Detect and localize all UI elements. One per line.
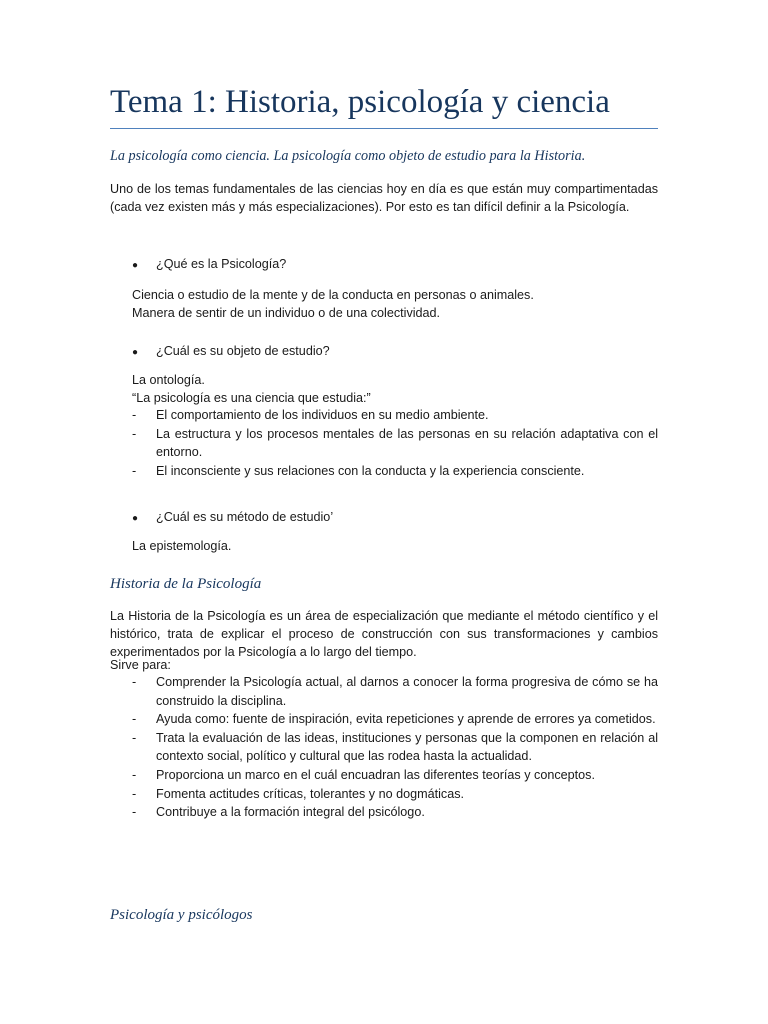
- history-heading: Historia de la Psicología: [110, 576, 262, 592]
- history-paragraph: La Historia de la Psicología es un área de especialización que mediante el método científico y el histórico, trata de explicar el proceso de construcción con sus transformaciones y cambios experimentados por la Psicología a lo largo del tiempo.: [110, 609, 658, 659]
- dash-icon: -: [132, 675, 137, 689]
- list-item: - Ayuda como: fuente de inspiración, evita repeticiones y aprende de errores ya cometidos.: [132, 710, 658, 729]
- answer-line: Manera de sentir de un individuo o de una colectividad.: [132, 306, 441, 320]
- dash-icon: -: [132, 712, 137, 727]
- answer-method: [132, 537, 658, 555]
- answer-line: “La psicología es una ciencia que estudia:”: [132, 391, 371, 405]
- question-object: [132, 342, 330, 362]
- list-item: - Fomenta actitudes críticas, tolerantes y no dogmáticas.: [132, 785, 658, 804]
- dash-icon: -: [132, 805, 137, 820]
- dash-icon: -: [132, 730, 137, 745]
- bullet-icon: ●: [132, 513, 139, 524]
- psychology-psychologists-heading: Psicología y psicólogos: [110, 907, 253, 923]
- answer-line: Ciencia o estudio de la mente y de la conducta en personas o animales.: [132, 288, 534, 302]
- list-item: - Contribuye a la formación integral del psicólogo.: [132, 803, 658, 822]
- answer-what-is: [132, 286, 658, 322]
- bullet-icon: ●: [132, 347, 139, 358]
- answer-object: [132, 371, 658, 407]
- section-subtitle: La psicología como ciencia. La psicología como objeto de estudio para la Historia.: [110, 148, 586, 164]
- answer-line: La epistemología.: [132, 539, 232, 553]
- dash-icon: -: [132, 408, 137, 422]
- object-list: [132, 406, 658, 480]
- history-list: [132, 673, 658, 822]
- list-item: - Proporciona un marco en el cuál encuadran las diferentes teorías y conceptos.: [132, 766, 658, 785]
- dash-icon: -: [132, 767, 137, 782]
- document-title: Tema 1: Historia, psicología y ciencia: [110, 84, 610, 120]
- bullet-icon: ●: [132, 260, 139, 271]
- question-text: ¿Cuál es su objeto de estudio?: [156, 344, 330, 358]
- answer-line: La ontología.: [132, 373, 205, 387]
- serves-for-label: Sirve para:: [110, 658, 171, 672]
- title-underline: [110, 128, 658, 129]
- dash-icon: -: [132, 463, 137, 478]
- question-what-is: [132, 255, 286, 275]
- list-item: - El inconsciente y sus relaciones con la conducta y la experiencia consciente.: [132, 462, 658, 481]
- list-item: - La estructura y los procesos mentales de las personas en su relación adaptativa con el entorno.: [132, 426, 658, 460]
- question-text: ¿Cuál es su método de estudio’: [156, 510, 334, 524]
- dash-icon: -: [132, 786, 137, 801]
- question-text: ¿Qué es la Psicología?: [156, 257, 287, 271]
- dash-icon: -: [132, 426, 137, 441]
- list-item: - Comprender la Psicología actual, al darnos a conocer la forma progresiva de cómo se ha construido la disciplina.: [132, 675, 658, 708]
- list-item: - El comportamiento de los individuos en su medio ambiente.: [132, 406, 658, 425]
- question-method: [132, 508, 333, 528]
- list-item: - Trata la evaluación de las ideas, instituciones y personas que la componen en relación al contexto social, político y cultural que las rodea hasta la actualidad.: [132, 730, 658, 764]
- intro-paragraph: Uno de los temas fundamentales de las ciencias hoy en día es que están muy compartimentadas (cada vez existen más y más especializaciones). Por esto es tan difícil definir a la Psicología.: [110, 182, 658, 214]
